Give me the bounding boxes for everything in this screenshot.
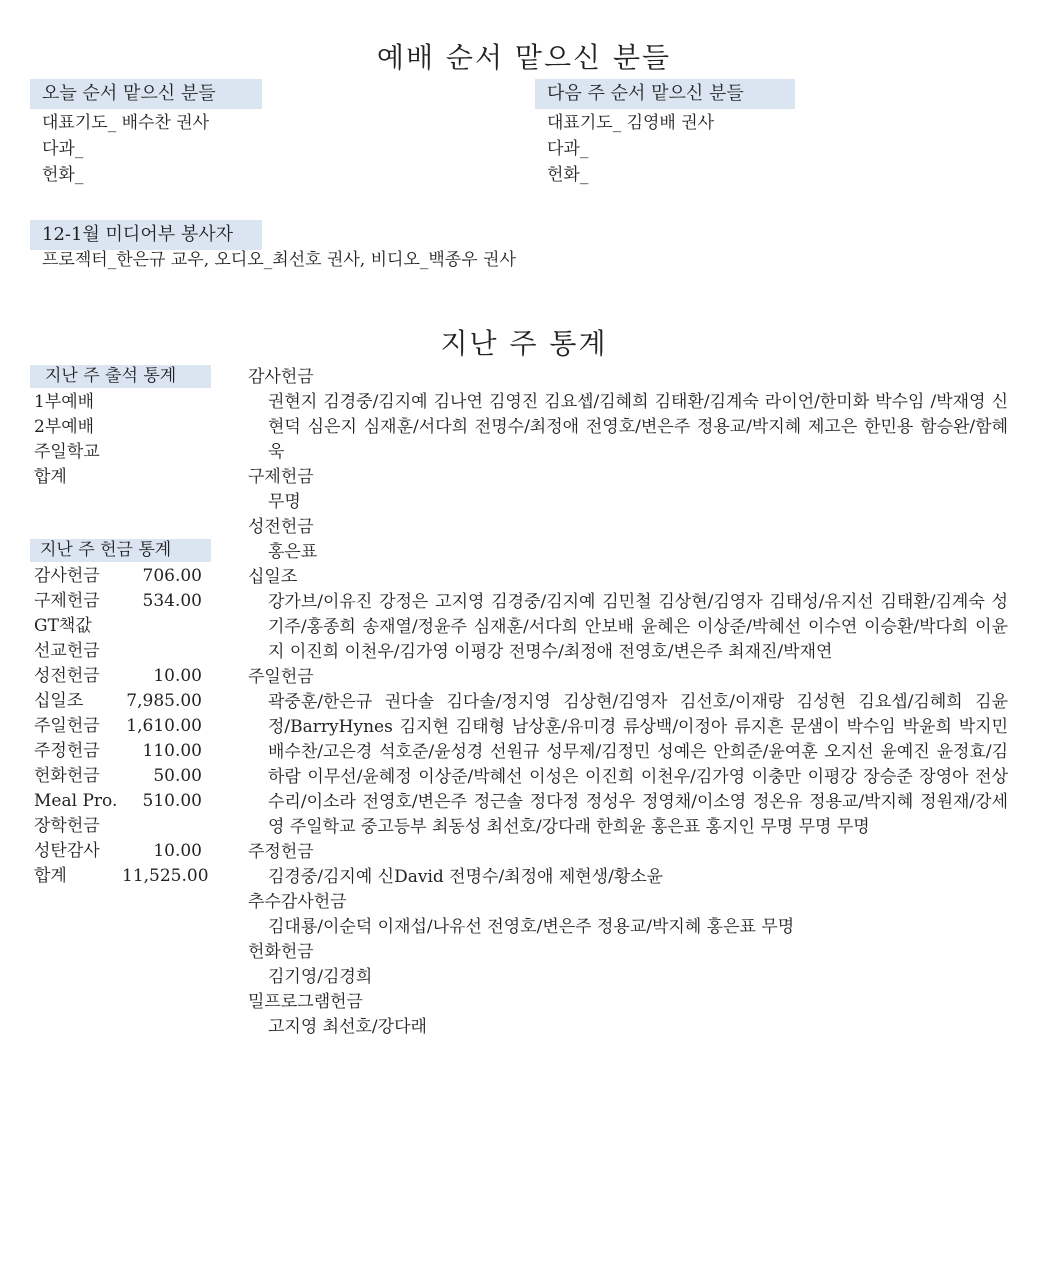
offering-label: Meal Pro. xyxy=(34,791,118,811)
next-prayer: 대표기도_ 김영배 권사 xyxy=(547,113,715,133)
donor-category: 주정헌금 xyxy=(248,842,314,862)
offering-label: 구제헌금 xyxy=(34,591,100,611)
media-volunteers: 프로젝터_한은규 교우, 오디오_최선호 권사, 비디오_백종우 권사 xyxy=(42,250,516,270)
today-prayer: 대표기도_ 배수찬 권사 xyxy=(42,113,210,133)
offering-value: 1,610.00 xyxy=(126,716,202,736)
donor-names: 곽중훈/한은규 권다솔 김다솔/정지영 김상현/김영자 김선호/이재랑 김성현 김요셉/김혜희 김윤정/BarryHynes 김지현 김태형 남상훈/유미경 류상백/이정아 류지흔 문샘이 박수임 박윤희 박지민 배수찬/고은경 석호준/윤성경 선원규 성무제/김정민 성예은 안희준/윤여훈 오지선 윤예진 윤정효/김하람 이무선/윤혜정 이상준/박혜선 이성은 이진희 이천우/김가영 이충만 이평강 장승준 장영아 전상수리/이소라 전영호/변은주 정근솔 정다정 정성우 정영채/이소영 정온유 정용교/박지혜 정원재/강세영 주일학교 중고등부 최동성 최선호/강다래 한희윤 홍은표 홍지인 무명 무명 무명 xyxy=(268,692,1008,837)
donor-names: 무명 xyxy=(268,492,301,512)
offering-label: 십일조 xyxy=(34,691,84,711)
donor-category: 밀프로그램헌금 xyxy=(248,992,363,1012)
donor-names: 권현지 김경중/김지예 김나연 김영진 김요셉/김혜희 김태환/김계숙 라이언/한미화 박수임 /박재영 신현덕 심은지 심재훈/서다희 전명수/최정애 전영호/변은주 정용교/박지혜 제고은 한민용 함승완/함혜욱 xyxy=(268,392,1008,462)
page-title: 예배 순서 맡으신 분들 xyxy=(376,41,672,74)
donor-names: 홍은표 xyxy=(268,542,318,562)
donor-list xyxy=(248,365,1008,1040)
donor-category: 구제헌금 xyxy=(248,467,314,487)
offering-value: 7,985.00 xyxy=(126,691,202,711)
offering-value: 510.00 xyxy=(142,791,202,811)
offering-value: 706.00 xyxy=(142,566,202,586)
today-refreshment: 다과_ xyxy=(42,139,84,159)
today-flowers: 헌화_ xyxy=(42,165,84,185)
today-header: 오늘 순서 맡으신 분들 xyxy=(30,79,262,109)
offering-value: 110.00 xyxy=(142,741,202,761)
offering-label: 성전헌금 xyxy=(34,666,100,686)
attendance-row: 1부예배 xyxy=(34,392,95,412)
attendance-header: 지난 주 출석 통계 xyxy=(30,365,211,388)
next-refreshment: 다과_ xyxy=(547,139,589,159)
offering-value: 10.00 xyxy=(153,841,202,861)
donor-names: 고지영 최선호/강다래 xyxy=(268,1017,427,1037)
offering-value: 50.00 xyxy=(153,766,202,786)
offering-label: 선교헌금 xyxy=(34,641,100,661)
offering-value: 534.00 xyxy=(142,591,202,611)
attendance-row: 합계 xyxy=(34,467,67,487)
donor-names: 김대룡/이순덕 이재섭/나유선 전영호/변은주 정용교/박지혜 홍은표 무명 xyxy=(268,917,795,937)
donor-category: 추수감사헌금 xyxy=(248,892,347,912)
offering-label: 장학헌금 xyxy=(34,816,100,836)
offering-label: 합계 xyxy=(34,866,67,886)
offering-header: 지난 주 헌금 통계 xyxy=(30,539,211,562)
donor-category: 감사헌금 xyxy=(248,367,314,387)
offering-label: 헌화헌금 xyxy=(34,766,100,786)
offering-label: 감사헌금 xyxy=(34,566,100,586)
offering-value: 11,525.00 xyxy=(122,866,209,886)
attendance-row: 주일학교 xyxy=(34,442,100,462)
offering-value: 10.00 xyxy=(153,666,202,686)
donor-category: 십일조 xyxy=(248,567,298,587)
donor-names: 김경중/김지예 신David 전명수/최정애 제현생/황소윤 xyxy=(268,867,664,887)
donor-names: 김기영/김경희 xyxy=(268,967,373,987)
offering-label: 주일헌금 xyxy=(34,716,100,736)
donor-names: 강가브/이유진 강정은 고지영 김경중/김지예 김민철 김상현/김영자 김태성/유지선 김태환/김계숙 성기주/홍종희 송재열/정윤주 심재훈/서다희 안보배 윤혜은 이상준/박혜선 이수연 이승환/박다희 이윤지 이진희 이천우/김가영 이평강 전명수/최정애 전영호/변은주 최재진/박재연 xyxy=(268,592,1008,662)
stats-title: 지난 주 통계 xyxy=(440,327,608,360)
donor-category: 헌화헌금 xyxy=(248,942,314,962)
offering-label: GT책값 xyxy=(34,616,92,636)
attendance-row: 2부예배 xyxy=(34,417,95,437)
donor-category: 주일헌금 xyxy=(248,667,314,687)
next-header: 다음 주 순서 맡으신 분들 xyxy=(535,79,795,109)
offering-label: 성탄감사 xyxy=(34,841,100,861)
offering-label: 주정헌금 xyxy=(34,741,100,761)
media-header: 12-1월 미디어부 봉사자 xyxy=(30,220,262,250)
donor-category: 성전헌금 xyxy=(248,517,314,537)
next-flowers: 헌화_ xyxy=(547,165,589,185)
